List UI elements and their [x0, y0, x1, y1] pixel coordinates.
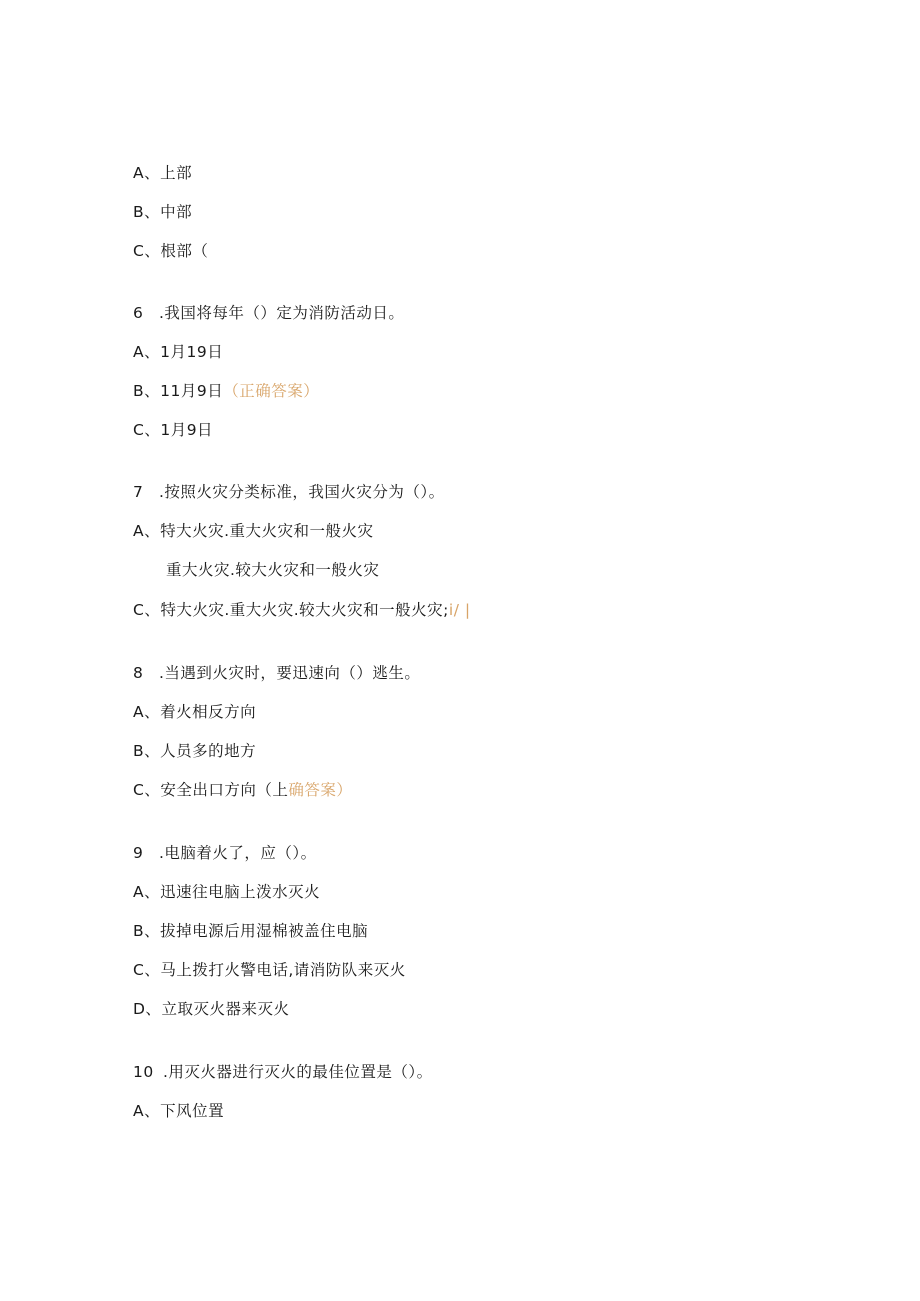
option-text: 1月19日: [160, 343, 224, 361]
option-9-d: [133, 999, 289, 1019]
option-6-a: [133, 342, 223, 362]
option-text: 拔掉电源后用湿棉被盖住电脑: [160, 922, 369, 940]
option-10-a: [133, 1101, 224, 1121]
option-label: C、: [133, 242, 161, 260]
option-label: A、: [133, 522, 161, 540]
option-6-c: [133, 420, 213, 440]
option-7-b: [166, 560, 379, 580]
option-label: C、: [133, 961, 161, 979]
option-label: B、: [133, 922, 161, 940]
question-7-stem: [133, 482, 445, 502]
question-number: 6: [133, 304, 144, 322]
option-text: 根部（: [160, 242, 209, 260]
option-text: 重大火灾.较大火灾和一般火灾: [166, 561, 380, 579]
option-label: C、: [133, 601, 161, 619]
correct-answer-mark: （正确答案）: [223, 382, 320, 400]
option-prev-b: [133, 202, 192, 222]
option-7-c: [133, 600, 471, 620]
option-text: 11月9日: [160, 382, 224, 400]
question-number: 9: [133, 844, 144, 862]
question-8-stem: [133, 663, 420, 683]
correct-answer-mark: i/ |: [448, 601, 471, 619]
option-label: A、: [133, 703, 161, 721]
option-prev-c: [133, 241, 208, 261]
option-label: B、: [133, 203, 161, 221]
option-9-c: [133, 960, 406, 980]
option-label: A、: [133, 1102, 161, 1120]
option-label: A、: [133, 883, 161, 901]
option-6-b: [133, 381, 319, 401]
option-text: 迅速往电脑上泼水灭火: [160, 883, 321, 901]
option-9-a: [133, 882, 320, 902]
question-text: .电脑着火了，应（）。: [159, 844, 317, 862]
option-label: C、: [133, 781, 161, 799]
option-8-b: [133, 741, 256, 761]
option-text: 人员多的地方: [160, 742, 257, 760]
option-text: 中部: [160, 203, 193, 221]
option-label: D、: [133, 1000, 162, 1018]
question-10-stem: [133, 1062, 433, 1082]
option-text: 马上拨打火警电话,请消防队来灭火: [160, 961, 406, 979]
option-label: B、: [133, 742, 161, 760]
correct-answer-mark: 确答案）: [288, 781, 353, 799]
option-text: 立取灭火器来灭火: [161, 1000, 290, 1018]
option-label: B、: [133, 382, 161, 400]
option-prev-a: [133, 163, 192, 183]
question-text: .当遇到火灾时，要迅速向（）逃生。: [159, 664, 421, 682]
question-6-stem: [133, 303, 404, 323]
question-number: 7: [133, 483, 144, 501]
question-number: 8: [133, 664, 144, 682]
option-text: 着火相反方向: [160, 703, 257, 721]
question-text: .我国将每年（）定为消防活动日。: [159, 304, 405, 322]
question-text: .按照火灾分类标准，我国火灾分为（）。: [159, 483, 445, 501]
option-text: 特大火灾.重大火灾和一般火灾: [160, 522, 374, 540]
option-8-a: [133, 702, 256, 722]
option-label: A、: [133, 343, 161, 361]
option-text: 下风位置: [160, 1102, 225, 1120]
question-number: 10: [133, 1063, 154, 1081]
question-9-stem: [133, 843, 317, 863]
option-text: 安全出口方向（上: [160, 781, 289, 799]
option-text: 1月9日: [160, 421, 214, 439]
option-label: A、: [133, 164, 161, 182]
option-7-a: [133, 521, 374, 541]
option-label: C、: [133, 421, 161, 439]
option-8-c: [133, 780, 352, 800]
option-9-b: [133, 921, 368, 941]
question-text: .用灭火器进行灭火的最佳位置是（）。: [163, 1063, 433, 1081]
option-text: 特大火灾.重大火灾.较大火灾和一般火灾;: [160, 601, 449, 619]
option-text: 上部: [160, 164, 193, 182]
